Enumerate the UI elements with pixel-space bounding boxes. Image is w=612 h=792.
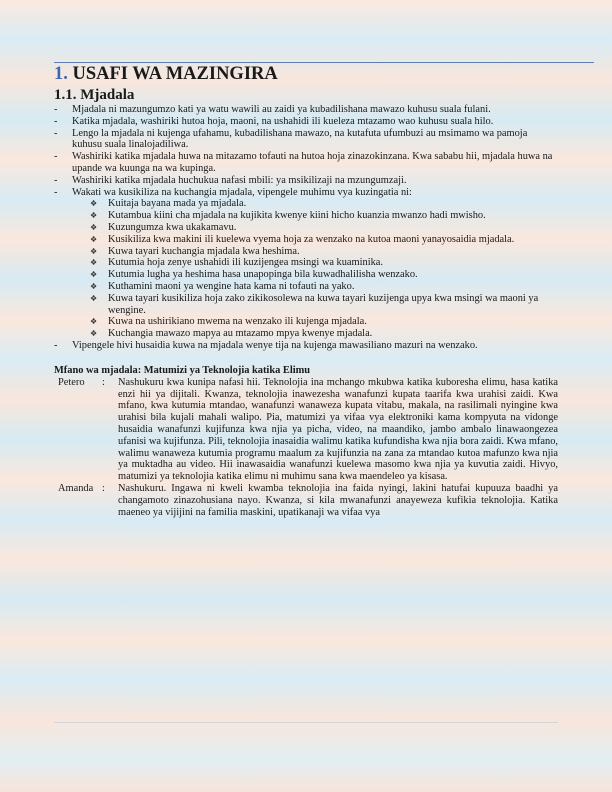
- diamond-bullet-icon: ❖: [90, 270, 98, 280]
- subsection-heading: 1.1. Mjadala: [54, 87, 135, 103]
- section-title: USAFI WA MAZINGIRA: [72, 64, 278, 84]
- sub-list-item: ❖ Kuchangia mawazo mapya au mtazamo mpya kwenye mjadala.: [90, 328, 373, 340]
- sub-list-item: ❖ Kutumia hoja zenye ushahidi ili kuzijengea msingi wa kuaminika.: [90, 257, 383, 269]
- dialogue-turn: Petero : Nashukuru kwa kunipa nafasi hii. Teknolojia ina mchango mkubwa katika kuboresha elimu, hasa katika enzi hii ya dijitali. Kwanza, teknolojia inawezesha wanafunzi kupata taarifa kwa urahisi zaidi. Kwa mfano, kwa kutumia mtandao, wanafunzi wanaweza kupata vitabu, makala, na rasilimali nyingine kwa urahisi bila kujali mahali walipo. Pia, matumizi ya vifaa vya elektroniki kama kompyuta na vidonge husaidia wanafunzi kujifunza kwa njia ya picha, video, na maandiko, jambo ambalo linawaongezea ufanisi wa kujifunza. Pili, teknolojia inasaidia walimu katika kufundisha kwa njia bora zaidi. Kwa mfano, walimu wanaweza kutumia programu maalum za kujifunzia na zana za mtandao kutoa mafunzo kwa njia ya muktadha au video. Hii inawasaidia wanafunzi kuelewa masomo kwa njia ya kuvutia zaidi. Hivyo, matumizi ya teknolojia katika elimu ni muhimu sana kwa maendeleo ya kisasa.: [54, 377, 558, 483]
- diamond-bullet-icon: ❖: [90, 258, 98, 268]
- speaker-name: Petero: [58, 376, 85, 388]
- header-rule: [54, 62, 594, 63]
- sub-bullet-list: [72, 198, 558, 340]
- sub-list-item: ❖ Kuzungumza kwa ukakamavu.: [90, 221, 237, 233]
- sub-list-item: ❖ Kutambua kiini cha mjadala na kujikita kwenye kiini hicho kuanzia mwanzo hadi mwisho.: [90, 210, 486, 222]
- dialogue-turn: Amanda : Nashukuru. Ingawa ni kweli kwamba teknolojia ina faida nyingi, lakini hatufai kupuuza baadhi ya changamoto zinazohusiana nayo. Kwanza, si kila mwanafunzi anayeweza kufikia teknolojia. Katika maeneo ya vijijini na familia maskini, upatikanaji wa vifaa vya: [54, 483, 558, 518]
- sub-list-item: ❖ Kuwa tayari kusikiliza hoja zako zikikosolewa na kuwa tayari kuzijenga upya kwa msingi wa maoni ya wengine.: [90, 292, 539, 316]
- speaker-name: Amanda: [58, 482, 94, 494]
- section-heading: [54, 64, 558, 85]
- bullet-list: [54, 104, 558, 352]
- section-number: 1.: [54, 64, 68, 84]
- sub-list-item: ❖ Kutumia lugha ya heshima hasa unapopinga bila kuwadhalilisha wenzako.: [90, 269, 418, 281]
- list-item: - Mjadala ni mazungumzo kati ya watu wawili au zaidi ya kubadilishana mawazo kuhusu suala fulani.: [54, 104, 491, 115]
- footer-rule: [54, 722, 558, 723]
- example-title: Mfano wa mjadala: Matumizi ya Teknolojia katika Elimu: [54, 364, 311, 376]
- dialogue-text: Nashukuru. Ingawa ni kweli kwamba teknolojia ina faida nyingi, lakini hatufai kupuuza baadhi ya changamoto zinazohusiana nayo. Kwanza, si kila mwanafunzi anayeweza kufikia teknolojia. Katika maeneo ya vijijini na familia maskini, upatikanaji wa vifaa vya: [118, 482, 558, 518]
- diamond-bullet-icon: ❖: [90, 317, 98, 327]
- diamond-bullet-icon: ❖: [90, 246, 98, 256]
- diamond-bullet-icon: ❖: [90, 222, 98, 232]
- list-item: - Katika mjadala, washiriki hutoa hoja, maoni, na ushahidi ili kueleza mtazamo wao kuhusu suala hilo.: [54, 115, 494, 127]
- list-item: - Wakati wa kusikiliza na kuchangia mjadala, vipengele muhimu vya kuzingatia ni: ❖ Kuitaja bayana mada ya mjadala. ❖ Kutambua kiini cha mjadala na kujikita kwenye kiini hicho kuanzia mwanzo hadi mwisho. ❖ Kuzungumza kwa ukakamavu. ❖ Kusikiliza kwa makini ili kuelewa vyema hoja za wenzako na kutoa maoni yanayosaidia mjadala. ❖ Kuwa tayari kuchangia mjadala kwa heshima. ❖ Kutumia hoja zenye ushahidi ili kuzijengea msingi wa kuaminika. ❖ Kutumia lugha ya heshima hasa unapopinga bila kuwadhalilisha wenzako. ❖ Kuthamini maoni ya wengine hata kama ni tofauti na yako. ❖ Kuwa tayari kusikiliza hoja zako zikikosolewa na kuwa tayari kuzijenga upya kwa msingi wa maoni ya wengine. ❖ Kuwa na ushirikiano mwema na wenzako ili kujenga mjadala. ❖ Kuchangia mawazo mapya au mtazamo mpya kwenye mjadala.: [54, 187, 558, 340]
- diamond-bullet-icon: ❖: [90, 199, 98, 209]
- diamond-bullet-icon: ❖: [90, 281, 98, 291]
- diamond-bullet-icon: ❖: [90, 329, 98, 339]
- sub-list-item: ❖ Kuitaja bayana mada ya mjadala.: [90, 198, 247, 210]
- diamond-bullet-icon: ❖: [90, 293, 98, 303]
- diamond-bullet-icon: ❖: [90, 211, 98, 221]
- list-item: - Vipengele hivi husaidia kuwa na mjadala wenye tija na kujenga mawasiliano mazuri na wenzako.: [54, 339, 478, 351]
- dialogue-text: Nashukuru kwa kunipa nafasi hii. Teknolojia ina mchango mkubwa katika kuboresha elimu, hasa katika enzi hii ya dijitali. Kwanza, teknolojia inawezesha wanafunzi kupata taarifa kwa urahisi zaidi. Kwa mfano, kwa kutumia mtandao, wanafunzi wanaweza kupata vitabu, makala, na rasilimali nyingine kwa urahisi bila kujali mahali walipo. Pia, matumizi ya vifaa vya elektroniki kama kompyuta na vidonge husaidia wanafunzi kujifunza kwa njia ya picha, video, na maandiko, jambo ambalo linawaongezea ufanisi wa kujifunza. Pili, teknolojia inasaidia walimu katika kufundisha kwa njia bora zaidi. Kwa mfano, walimu wanaweza kutumia programu maalum za kujifunzia na zana za mtandao kutoa mafunzo kwa njia ya muktadha au video. Hii inawasaidia wanafunzi kuelewa masomo kwa njia ya kuvutia zaidi. Hivyo, matumizi ya teknolojia katika elimu ni muhimu sana kwa maendeleo ya kisasa.: [118, 376, 558, 483]
- sub-list-item: ❖ Kuwa tayari kuchangia mjadala kwa heshima.: [90, 245, 300, 257]
- list-item: - Lengo la mjadala ni kujenga ufahamu, kubadilishana mawazo, na kutafuta ufumbuzi au msimamo wa pamoja kuhusu suala linalojadiliwa.: [54, 127, 528, 151]
- list-item: - Washiriki katika mjadala huwa na mitazamo tofauti na hutoa hoja zinazokinzana. Kwa sababu hii, mjadala huwa na upande wa kuunga na wa kupinga.: [54, 151, 553, 174]
- sub-list-item: ❖ Kuthamini maoni ya wengine hata kama ni tofauti na yako.: [90, 280, 355, 292]
- sub-list-item: ❖ Kusikiliza kwa makini ili kuelewa vyema hoja za wenzako na kutoa maoni yanayosaidia mjadala.: [90, 233, 515, 245]
- sub-list-item: ❖ Kuwa na ushirikiano mwema na wenzako ili kujenga mjadala.: [90, 316, 367, 328]
- list-item: - Washiriki katika mjadala huchukua nafasi mbili: ya msikilizaji na mzungumzaji.: [54, 174, 407, 186]
- document-body: [54, 64, 558, 518]
- diamond-bullet-icon: ❖: [90, 234, 98, 244]
